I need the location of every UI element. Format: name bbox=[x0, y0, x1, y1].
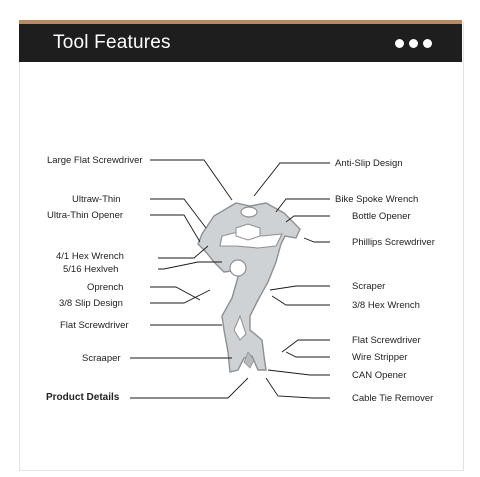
callout-flat-screwdriver-left: Flat Screwdriver bbox=[60, 320, 129, 331]
callout-hex-5-16: 5/16 Hexlveh bbox=[63, 264, 119, 275]
callout-ultra-thin: Ultraw-Thin bbox=[72, 194, 121, 205]
callout-oprench: Oprench bbox=[87, 282, 124, 293]
callout-product-details[interactable]: Product Details bbox=[46, 392, 120, 403]
callout-bike-spoke-wrench: Bike Spoke Wrench bbox=[335, 194, 419, 205]
callout-wire-stripper: Wire Stripper bbox=[352, 352, 408, 363]
callout-bottle-opener: Bottle Opener bbox=[352, 211, 411, 222]
callout-anti-slip-design: Anti-Slip Design bbox=[335, 158, 403, 169]
callout-large-flat-screwdriver: Large Flat Screwdriver bbox=[47, 155, 143, 166]
callout-ultra-thin-opener: Ultra-Thin Opener bbox=[47, 210, 124, 221]
callout-cable-tie-remover: Cable Tie Remover bbox=[352, 393, 434, 404]
callout-flat-screwdriver-right: Flat Screwdriver bbox=[352, 335, 421, 346]
callout-hex-wrench-4-1: 4/1 Hex Wrench bbox=[56, 251, 124, 262]
callout-scraaper: Scraaper bbox=[82, 353, 121, 364]
callout-scraper: Scraper bbox=[352, 281, 386, 292]
callout-phillips-screwdriver: Phillips Screwdriver bbox=[352, 237, 435, 248]
callout-can-opener: CAN Opener bbox=[352, 370, 407, 381]
callout-slip-design: 3/8 Slip Design bbox=[59, 298, 123, 309]
page-title: Tool Features bbox=[53, 32, 171, 53]
callout-hex-wrench-3-8: 3/8 Hex Wrench bbox=[352, 300, 420, 311]
